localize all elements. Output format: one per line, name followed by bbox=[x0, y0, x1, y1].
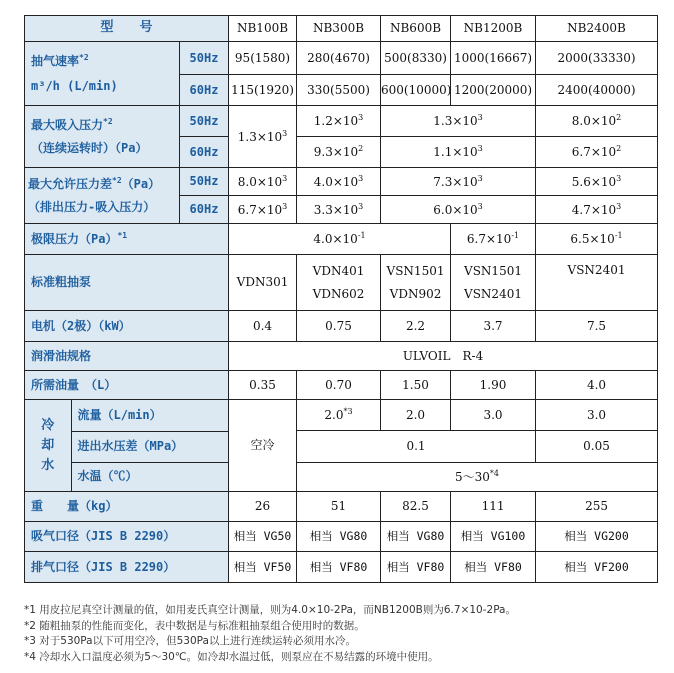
suction-row-50 bbox=[25, 106, 658, 137]
suction-nb100: $1.3\times 10^3$ bbox=[229, 106, 297, 168]
motor-row bbox=[25, 311, 658, 342]
diff-label-sup: *2 bbox=[112, 176, 122, 185]
diff-label-unit: （Pa） bbox=[121, 177, 161, 191]
weight-nb300: 51 bbox=[297, 492, 381, 522]
weight-nb2400: 255 bbox=[536, 492, 658, 522]
type-label: 型 号 bbox=[25, 16, 229, 42]
cooling-pressure-a: 0.1 bbox=[297, 431, 536, 462]
model-nb1200b: NB1200B bbox=[451, 16, 536, 42]
cooling-flow-nb2400: 3.0 bbox=[536, 400, 658, 431]
oil-amount-row bbox=[25, 371, 658, 400]
cooling-flow-label: 流量（L/min） bbox=[71, 400, 228, 431]
weight-label: 重 量（kg） bbox=[25, 492, 229, 522]
motor-nb600: 2.2 bbox=[381, 311, 451, 342]
exhaust-nb100: 相当 VF50 bbox=[229, 552, 297, 583]
speed-label-sup: *2 bbox=[79, 53, 89, 62]
cooling-temp-value: 5～30$^{*4}$ bbox=[297, 462, 658, 491]
speed-50-nb100: 95(1580) bbox=[229, 42, 297, 75]
ultimate-label: 极限压力$(Pa)^{*1}$ bbox=[25, 224, 229, 255]
rough-pump-nb600: VSN1501 VDN902 bbox=[381, 255, 451, 311]
ultimate-b: $6.7\times 10^{-1}$ bbox=[451, 224, 536, 255]
cooling-temp-label: 水温（℃） bbox=[71, 462, 228, 491]
model-nb2400b: NB2400B bbox=[536, 16, 658, 42]
cooling-flow-nb1200: 3.0 bbox=[451, 400, 536, 431]
diff-label-sub: （排出压力-吸入压力） bbox=[28, 200, 156, 214]
weight-nb600: 82.5 bbox=[381, 492, 451, 522]
intake-row bbox=[25, 522, 658, 552]
diff-50-nb300: $4.0\times 10^3$ bbox=[297, 168, 381, 196]
exhaust-label: 排气口径（JIS B 2290） bbox=[25, 552, 229, 583]
diff-hz50: 50Hz bbox=[180, 168, 229, 196]
exhaust-nb1200: 相当 VF80 bbox=[451, 552, 536, 583]
oil-amount-nb1200: 1.90 bbox=[451, 371, 536, 400]
diff-60-nb300: $3.3\times 10^3$ bbox=[297, 196, 381, 224]
rough-pump-nb2400: VSN2401 bbox=[536, 255, 658, 311]
intake-nb2400: 相当 VG200 bbox=[536, 522, 658, 552]
oil-amount-nb2400: 4.0 bbox=[536, 371, 658, 400]
intake-label: 吸气口径（JIS B 2290） bbox=[25, 522, 229, 552]
model-nb600b: NB600B bbox=[381, 16, 451, 42]
suction-hz60: 60Hz bbox=[180, 137, 229, 168]
footnote-3: *3 对于530Pa以下可用空冷，但530Pa以上进行连续运转必须用水冷。 bbox=[24, 635, 356, 647]
suction-60-nb2400: $6.7\times 10^2$ bbox=[536, 137, 658, 168]
oil-spec-label: 润滑油规格 bbox=[25, 342, 229, 371]
footnote-2: *2 随粗抽泵的性能而变化，表中数据是与标准粗抽泵组合使用时的数据。 bbox=[24, 619, 365, 632]
suction-label-sub: （连续运转时）（Pa） bbox=[31, 141, 148, 155]
suction-label-main: 最大吸入压力 bbox=[31, 118, 104, 132]
motor-nb2400: 7.5 bbox=[536, 311, 658, 342]
diff-60-nb100: $6.7\times 10^3$ bbox=[229, 196, 297, 224]
diff-label bbox=[25, 168, 180, 224]
diff-label-main: 最大允许压力差 bbox=[28, 177, 113, 191]
speed-50-nb600: 500(8330) bbox=[381, 42, 451, 75]
motor-nb300: 0.75 bbox=[297, 311, 381, 342]
diff-60-mid: $6.0\times 10^3$ bbox=[381, 196, 536, 224]
speed-60-nb600: 600(10000) bbox=[381, 75, 451, 106]
model-nb300b: NB300B bbox=[297, 16, 381, 42]
suction-50-nb300: $1.2\times 10^3$ bbox=[297, 106, 381, 137]
suction-50-mid: $1.3\times 10^3$ bbox=[381, 106, 536, 137]
oil-amount-label: 所需油量 （L） bbox=[25, 371, 229, 400]
cooling-pressure-label: 进出水压差（MPa） bbox=[71, 431, 228, 462]
speed-row-50 bbox=[25, 42, 658, 75]
oil-amount-nb600: 1.50 bbox=[381, 371, 451, 400]
speed-label-unit: m³/h (L/min) bbox=[31, 79, 118, 93]
speed-50-nb1200: 1000(16667) bbox=[451, 42, 536, 75]
speed-label-main: 抽气速率 bbox=[31, 54, 80, 68]
cooling-label-block bbox=[25, 400, 229, 492]
oil-amount-nb300: 0.70 bbox=[297, 371, 381, 400]
rough-pump-nb300: VDN401 VDN602 bbox=[297, 255, 381, 311]
cooling-side-label: 冷 却 水 bbox=[25, 400, 71, 491]
motor-nb100: 0.4 bbox=[229, 311, 297, 342]
cooling-flow-nb300: 2.0$^{*3}$ bbox=[297, 400, 381, 431]
motor-label: 电机（2极）（kW） bbox=[25, 311, 229, 342]
spec-table bbox=[24, 15, 658, 583]
model-nb100b: NB100B bbox=[229, 16, 297, 42]
suction-hz50: 50Hz bbox=[180, 106, 229, 137]
header-row bbox=[25, 16, 658, 42]
rough-pump-nb100: VDN301 bbox=[229, 255, 297, 311]
intake-nb100: 相当 VG50 bbox=[229, 522, 297, 552]
ultimate-a: $4.0\times 10^{-1}$ bbox=[229, 224, 451, 255]
diff-50-nb2400: $5.6\times 10^3$ bbox=[536, 168, 658, 196]
exhaust-row bbox=[25, 552, 658, 583]
speed-hz60: 60Hz bbox=[180, 75, 229, 106]
speed-60-nb100: 115(1920) bbox=[229, 75, 297, 106]
ultimate-c: $6.5\times 10^{-1}$ bbox=[536, 224, 658, 255]
rough-pump-nb1200: VSN1501 VSN2401 bbox=[451, 255, 536, 311]
speed-60-nb2400: 2400(40000) bbox=[536, 75, 658, 106]
weight-nb100: 26 bbox=[229, 492, 297, 522]
cooling-air-cooled: 空冷 bbox=[229, 400, 297, 492]
speed-60-nb1200: 1200(20000) bbox=[451, 75, 536, 106]
speed-60-nb300: 330(5500) bbox=[297, 75, 381, 106]
exhaust-nb300: 相当 VF80 bbox=[297, 552, 381, 583]
footnote-1: *1 用皮拉尼真空计测量的值，如用麦氏真空计测量，则为4.0×10-2Pa，而NB1200B则为6.7×10-2Pa。 bbox=[24, 604, 516, 616]
suction-60-mid: $1.1\times 10^3$ bbox=[381, 137, 536, 168]
diff-row-50 bbox=[25, 168, 658, 196]
cooling-pressure-b: 0.05 bbox=[536, 431, 658, 462]
exhaust-nb600: 相当 VF80 bbox=[381, 552, 451, 583]
footnote-4: *4 冷却水入口温度必须为5～30℃。如冷却水温过低，则泵应在不易结露的环境中使用。 bbox=[24, 650, 439, 663]
weight-row bbox=[25, 492, 658, 522]
suction-60-nb300: $9.3\times 10^2$ bbox=[297, 137, 381, 168]
oil-spec-value: ULVOIL R-4 bbox=[229, 342, 658, 371]
speed-label bbox=[25, 42, 180, 106]
speed-hz50: 50Hz bbox=[180, 42, 229, 75]
suction-50-nb2400: $8.0\times 10^2$ bbox=[536, 106, 658, 137]
cooling-label-inner bbox=[25, 400, 228, 491]
intake-nb600: 相当 VG80 bbox=[381, 522, 451, 552]
rough-pump-row bbox=[25, 255, 658, 311]
cooling-flow-nb600: 2.0 bbox=[381, 400, 451, 431]
ultimate-row bbox=[25, 224, 658, 255]
motor-nb1200: 3.7 bbox=[451, 311, 536, 342]
suction-label-sup: *2 bbox=[103, 117, 113, 126]
rough-pump-label: 标准粗抽泵 bbox=[25, 255, 229, 311]
speed-50-nb2400: 2000(33330) bbox=[536, 42, 658, 75]
intake-nb1200: 相当 VG100 bbox=[451, 522, 536, 552]
diff-50-nb100: $8.0\times 10^3$ bbox=[229, 168, 297, 196]
oil-spec-row bbox=[25, 342, 658, 371]
diff-50-mid: $7.3\times 10^3$ bbox=[381, 168, 536, 196]
weight-nb1200: 111 bbox=[451, 492, 536, 522]
speed-50-nb300: 280(4670) bbox=[297, 42, 381, 75]
exhaust-nb2400: 相当 VF200 bbox=[536, 552, 658, 583]
oil-amount-nb100: 0.35 bbox=[229, 371, 297, 400]
intake-nb300: 相当 VG80 bbox=[297, 522, 381, 552]
diff-hz60: 60Hz bbox=[180, 196, 229, 224]
footnotes bbox=[24, 603, 664, 665]
suction-label bbox=[25, 106, 180, 168]
diff-60-nb2400: $4.7\times 10^3$ bbox=[536, 196, 658, 224]
cooling-flow-row bbox=[25, 400, 658, 431]
